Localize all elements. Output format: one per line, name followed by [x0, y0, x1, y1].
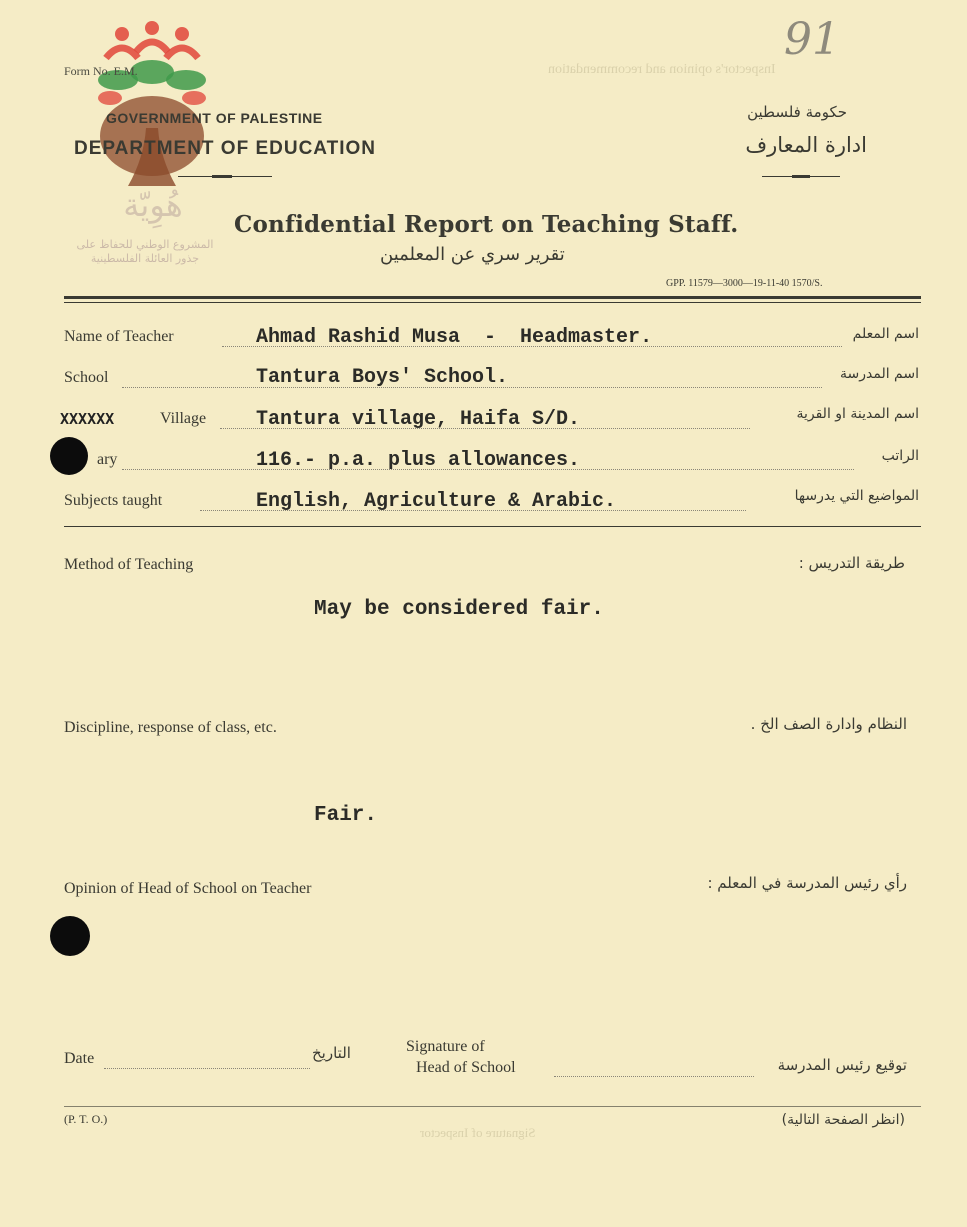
watermark-line-2: جذور العائلة الفلسطينية [90, 252, 200, 265]
field-label: Name of Teacher [64, 328, 174, 345]
opinion-label: Opinion of Head of School on Teacher [64, 880, 312, 897]
pto-label: (P. T. O.) [64, 1112, 108, 1126]
fields-bottom-rule [64, 526, 921, 527]
signature-label-ar: توقيع رئيس المدرسة [777, 1056, 907, 1074]
punch-hole [50, 437, 88, 475]
form-number: Form No. E.M. [64, 64, 138, 78]
signature-label-2: Head of School [416, 1059, 516, 1076]
printer-code: GPP. 11579—3000—19-11-40 1570/S. [666, 278, 823, 289]
opinion-label-ar: رأي رئيس المدرسة في المعلم : [707, 874, 907, 892]
field-label-ar: اسم المعلم [852, 326, 919, 342]
bleed-through-text: Inspector's opinion and recommendation [548, 62, 776, 77]
discipline-label: Discipline, response of class, etc. [64, 719, 277, 736]
field-label-ar: الراتب [881, 448, 919, 464]
watermark-name: هُوِيّة [123, 186, 183, 224]
field-label-ar: اسم المدرسة [840, 366, 919, 382]
signature-dotted-line [554, 1076, 754, 1077]
field-value: English, Agriculture & Arabic. [256, 490, 617, 513]
discipline-value: Fair. [314, 804, 378, 827]
discipline-label-ar: النظام وادارة الصف الخ . [750, 715, 907, 733]
field-value: Tantura Boys' School. [256, 366, 509, 389]
bleed-through-footer: Signature of Inspector [420, 1125, 536, 1140]
field-label-ar: المواضيع التي يدرسها [794, 488, 919, 504]
header-right-rule-mark [792, 175, 810, 178]
field-label: Subjects taught [64, 492, 163, 509]
department-title-ar: ادارة المعارف [745, 133, 867, 157]
watermark-line-1: المشروع الوطني للحفاظ على [76, 238, 214, 251]
field-label: ary [97, 451, 118, 468]
signature-label-1: Signature of [406, 1038, 485, 1055]
field-value: 116.- p.a. plus allowances. [256, 449, 581, 472]
government-title-ar: حكومة فلسطين [747, 103, 847, 121]
punch-hole [50, 916, 90, 956]
page-number: 91 [784, 14, 840, 65]
header-left-rule-mark [212, 175, 232, 178]
method-value: May be considered fair. [314, 598, 604, 621]
date-label-ar: التاريخ [312, 1044, 351, 1062]
tree-people-icon [88, 18, 218, 193]
top-rule-thick [64, 296, 921, 299]
date-dotted-line [104, 1068, 310, 1069]
field-value: Tantura village, Haifa S/D. [256, 408, 581, 431]
field-label-struck: XXXXXX [60, 410, 115, 428]
method-label-ar: طريقة التدريس : [798, 554, 905, 572]
department-title: DEPARTMENT OF EDUCATION [74, 138, 377, 159]
field-label: School [64, 369, 109, 386]
date-label: Date [64, 1050, 95, 1067]
field-label: Village [160, 410, 207, 427]
pto-label-ar: (انظر الصفحة التالية) [781, 1112, 905, 1128]
method-label: Method of Teaching [64, 556, 194, 573]
footer-rule [64, 1106, 921, 1107]
field-label-ar: اسم المدينة او القرية [796, 406, 919, 422]
government-title: GOVERNMENT OF PALESTINE [106, 110, 323, 126]
report-title-ar: تقرير سري عن المعلمين [380, 244, 565, 265]
field-value: Ahmad Rashid Musa - Headmaster. [256, 326, 653, 349]
top-rule-thin [64, 302, 921, 303]
report-title: Confidential Report on Teaching Staff. [234, 211, 739, 238]
